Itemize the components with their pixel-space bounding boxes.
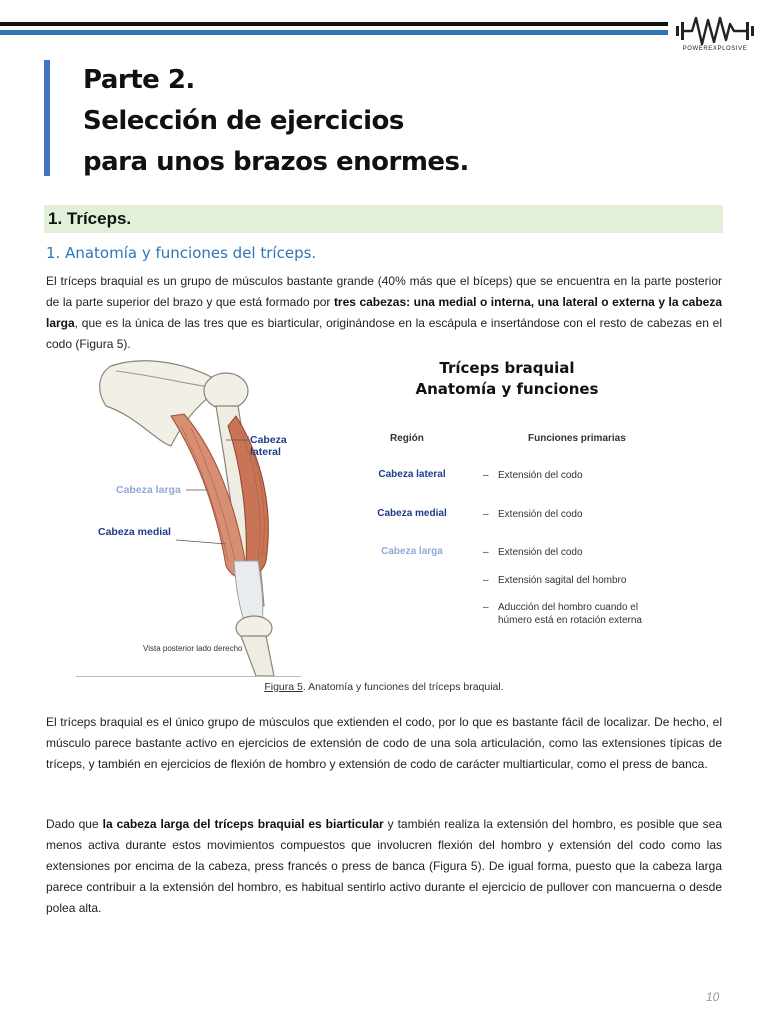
figure-caption-ref: Figura 5 [264,681,303,693]
title-line-1: Parte 2. [83,65,195,95]
table-function-text: Extensión del codo [498,509,583,520]
paragraph-3-text-b: y también realiza la extensión del hombro, es posible que sea menos activa durante estos movimientos compuestos que involucren flexión del hombro y extensión del codo como las extensiones por encima de la cabeza, press francés o press de banca (Figura 5). De igual forma, puesto que la cabeza larga parece contribuir a la extensión del hombro, es habitual sentirlo activo durante el ejercicio de pullover con mancuerna o desde polea alta. [46,817,722,915]
subsection-heading: 1. Anatomía y funciones del tríceps. [46,244,317,262]
paragraph-1-text-a: El tríceps braquial es un grupo de músculos bastante grande (40% más que el bíceps) que se encuentra en la parte posterior de la parte superior del brazo y que está formado por [46,274,722,309]
table-function-text: Extensión sagital del hombro [498,575,627,586]
paragraph-1 [46,271,722,355]
table-function-text: Aducción del hombro cuando el [498,602,639,613]
section-band [44,205,723,233]
table-function-text: Extensión del codo [498,547,583,558]
title-accent-bar [44,60,50,176]
paragraph-3 [46,814,722,919]
table-region-larga: Cabeza larga [381,546,443,557]
arm-bones-muscles-icon [76,356,301,676]
paragraph-3-bold: la cabeza larga del tríceps braquial es biarticular [102,817,384,831]
figure-table-title-line-1: Tríceps braquial [439,359,575,377]
table-function-larga-2: – Extensión sagital del hombro [483,575,627,586]
page-number: 10 [706,990,720,1004]
figure-table-title-line-2: Anatomía y funciones [415,380,599,398]
page-title [83,60,469,183]
header-stripe-blue [0,30,668,35]
title-line-3: para unos brazos enormes. [83,147,469,177]
table-region-lateral: Cabeza lateral [378,469,446,480]
table-function-medial-1: – Extensión del codo [483,509,583,520]
header-stripe-black [0,22,668,26]
table-region-medial: Cabeza medial [377,508,447,519]
figure-caption [0,681,768,693]
label-cabeza-lateral: Cabeza lateral [250,434,287,458]
figure-table-title [370,358,644,400]
paragraph-2: El tríceps braquial es el único grupo de músculos que extienden el codo, por lo que es bastante fácil de localizar. De hecho, el músculo parece bastante activo en ejercicios de extensión de codo de una sola articulación, como las extensiones típicas de tríceps, y también en ejercicios de flexión de hombro y extensión de codo de carácter multiarticular, como el press de banca. [46,715,722,771]
paragraph-3-text-a: Dado que [46,817,103,831]
table-function-lateral-1: – Extensión del codo [483,470,583,481]
section-heading: 1. Tríceps. [48,209,132,228]
table-function-text-continued: húmero está en rotación externa [498,615,642,626]
table-function-larga-3: – Aducción del hombro cuando el húmero está en rotación externa [483,601,673,627]
table-header-region: Región [390,433,424,444]
table-function-text: Extensión del codo [498,470,583,481]
title-line-2: Selección de ejercicios [83,106,404,136]
brand-name: POWEREXPLOSIVE [682,46,748,52]
table-function-larga-1: – Extensión del codo [483,547,583,558]
paragraph-1-bold: tres cabezas: una medial o interna, una lateral o externa y la cabeza larga [46,295,723,330]
triceps-anatomy-illustration [76,356,301,677]
view-label: Vista posterior lado derecho [143,644,243,653]
paragraph-1-text-b: , que es la única de las tres que es biarticular, originándose en la escápula e insertándose con el resto de cabezas en el codo (Figura 5). [46,316,722,351]
figure-caption-text: . Anatomía y funciones del tríceps braquial. [302,681,504,693]
table-header-functions: Funciones primarias [528,433,626,444]
label-cabeza-larga: Cabeza larga [116,484,181,496]
label-cabeza-medial: Cabeza medial [98,526,171,538]
